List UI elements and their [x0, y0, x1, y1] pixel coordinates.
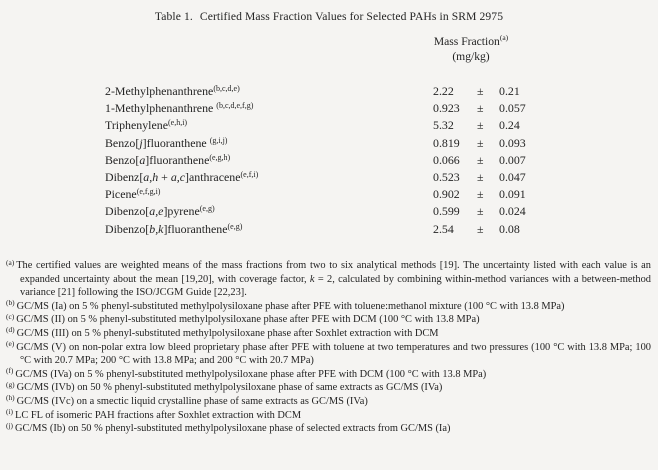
footnote: [6, 381, 651, 395]
footnote-text: LC FL of isomeric PAH fractions after Soxhlet extraction with DCM: [14, 409, 302, 421]
compound-footnote-markers: (b,c,d,e): [213, 84, 240, 93]
mass-fraction-value: 0.523: [433, 169, 460, 184]
footnote: [6, 259, 651, 300]
footnote-marker: (e): [6, 339, 15, 349]
compound-name: Dibenzo[b,k]fluoranthene$^{(e,g)}$: [105, 221, 243, 236]
compound-name: Dibenzo[a,e]pyrene$^{(e,g)}$: [105, 204, 215, 219]
table-row: [0, 83, 658, 100]
footnote-text: GC/MS (IVb) on 50 % phenyl-substituted methylpolysiloxane phase of same extracts as GC/MS (IVa): [16, 382, 443, 394]
mass-fraction-value: 0.923: [433, 101, 460, 116]
compound-footnote-markers: (e,f,g,i): [136, 187, 161, 197]
footnote-text: GC/MS (IVa) on 5 % phenyl-substituted methylpolysiloxane phase after PFE with DCM (100 °C with 13.8 MPa): [15, 368, 487, 380]
footnote-marker: (a): [6, 257, 15, 267]
uncertainty-value: 0.21: [499, 84, 520, 98]
uncertainty-value: 0.24: [499, 118, 520, 133]
footnote-marker: (j): [6, 420, 13, 430]
plus-minus-sign: ±: [477, 221, 484, 236]
uncertainty-value: 0.091: [499, 187, 526, 202]
uncertainty-value: 0.08: [499, 221, 520, 236]
table-row: [0, 117, 658, 134]
table-row: [0, 135, 658, 152]
compound-name: Benzo[j]fluoranthene $^{(g,i,j)}$: [105, 135, 228, 150]
table-row: [0, 100, 658, 117]
footnote-marker: (i): [6, 407, 13, 417]
compound-footnote-markers: (g,i,j): [209, 135, 228, 145]
table-row: [0, 203, 658, 220]
compound-name: Picene$^{(e,f,g,i)}$: [105, 187, 161, 202]
plus-minus-sign: ±: [477, 204, 484, 219]
column-header-line1: Mass Fraction$^{(a)}$: [433, 33, 509, 48]
footnote: [6, 313, 651, 327]
uncertainty-value: 0.047: [499, 169, 526, 184]
uncertainty-value: 0.024: [499, 204, 526, 219]
plus-minus-sign: ±: [477, 169, 484, 184]
footnote-text: GC/MS (IVc) on a smectic liquid crystalline phase of same extracts as GC/MS (IVa): [16, 395, 368, 407]
footnote: [6, 368, 651, 382]
footnote-marker: (h): [6, 393, 15, 403]
table-row: [0, 169, 658, 186]
table-title-text: Certified Mass Fraction Values for Selected PAHs in SRM 2975: [199, 10, 504, 23]
table-row: [0, 186, 658, 203]
footnote-text: The certified values are weighted means of the mass fractions from two to six analytical methods [19]. The uncertainty listed with each value is an expanded uncertainty about the mean [19,20], with coverage factor, k = 2, calculated by combining within-method variances with a between-method variance [21] following the ISO/JCGM Guide [22,23].: [16, 260, 651, 299]
plus-minus-sign: ±: [477, 135, 484, 150]
compound-footnote-markers: (e,h,i): [167, 118, 188, 128]
compound-footnote-markers: (e,g,h): [209, 152, 231, 162]
uncertainty-value: 0.007: [499, 152, 526, 167]
compound-name: Triphenylene$^{(e,h,i)}$: [105, 118, 188, 133]
plus-minus-sign: ±: [477, 152, 484, 167]
compound-footnote-markers: (e,g): [199, 204, 215, 214]
mass-fraction-value: 2.54: [433, 221, 454, 236]
footnote-text: GC/MS (Ia) on 5 % phenyl-substituted methylpolysiloxane phase after PFE with toluene:methanol mixture (100 °C with 13.8 MPa): [16, 300, 565, 312]
footnote: [6, 327, 651, 341]
compound-name: 2-Methylphenanthrene$^{(b,c,d,e)}$: [105, 84, 240, 98]
plus-minus-sign: ±: [477, 101, 484, 116]
footnote-text: GC/MS (II) on 5 % phenyl-substituted methylpolysiloxane phase after PFE with DCM (100 °C with 13.8 MPa): [16, 314, 480, 326]
footnote: [6, 300, 651, 314]
table-body: [0, 83, 658, 238]
footnotes-section: [6, 259, 651, 436]
column-header-units: (mg/kg): [452, 50, 490, 63]
plus-minus-sign: ±: [477, 118, 484, 133]
mass-fraction-value: 5.32: [433, 118, 454, 133]
mass-fraction-value: 0.819: [433, 135, 460, 150]
footnote-marker: (f): [6, 366, 14, 376]
footnote-marker: (c): [6, 311, 15, 321]
compound-footnote-markers: (e,g): [227, 221, 243, 231]
footnote: [6, 341, 651, 368]
compound-footnote-markers: (b,c,d,e,f,g): [216, 101, 254, 111]
plus-minus-sign: ±: [477, 84, 484, 98]
footnote-marker: (b): [6, 298, 15, 308]
footnote-text: GC/MS (III) on 5 % phenyl-substituted methylpolysiloxane phase after Soxhlet extraction with DCM: [16, 327, 439, 339]
table-number: Table 1.: [154, 10, 193, 23]
footnote-marker: (g): [6, 379, 15, 389]
compound-name: 1-Methylphenanthrene $^{(b,c,d,e,f,g)}$: [105, 101, 254, 116]
column-header-footnote-marker: (a): [499, 33, 509, 43]
footnote-text: GC/MS (V) on non-polar extra low bleed proprietary phase after PFE with toluene at two temperatures and two pressures (100 °C with 13.8 MPa; 100 °C with 20.7 MPa; 200 °C with 13.8 MPa; and 200 °C with 20.7 MPa): [16, 341, 651, 367]
footnote: [6, 409, 651, 423]
table-title: [0, 10, 658, 23]
footnote-text: GC/MS (Ib) on 50 % phenyl-substituted methylpolysiloxane phase of selected extracts from GC/MS (Ia): [14, 423, 451, 435]
compound-footnote-markers: (e,f,i): [240, 169, 259, 179]
plus-minus-sign: ±: [477, 187, 484, 202]
mass-fraction-value: 0.599: [433, 204, 460, 219]
footnote: [6, 422, 651, 436]
mass-fraction-value: 2.22: [433, 84, 454, 98]
uncertainty-value: 0.093: [499, 135, 526, 150]
compound-name: Dibenz[a,h + a,c]anthracene$^{(e,f,i)}$: [105, 169, 259, 184]
compound-name: Benzo[a]fluoranthene$^{(e,g,h)}$: [105, 152, 231, 167]
footnote-marker: (d): [6, 325, 15, 335]
mass-fraction-value: 0.066: [433, 152, 460, 167]
table-row: [0, 152, 658, 169]
mass-fraction-column-header: [392, 34, 550, 64]
uncertainty-value: 0.057: [499, 101, 526, 116]
mass-fraction-value: 0.902: [433, 187, 460, 202]
table-row: [0, 221, 658, 238]
footnote: [6, 395, 651, 409]
